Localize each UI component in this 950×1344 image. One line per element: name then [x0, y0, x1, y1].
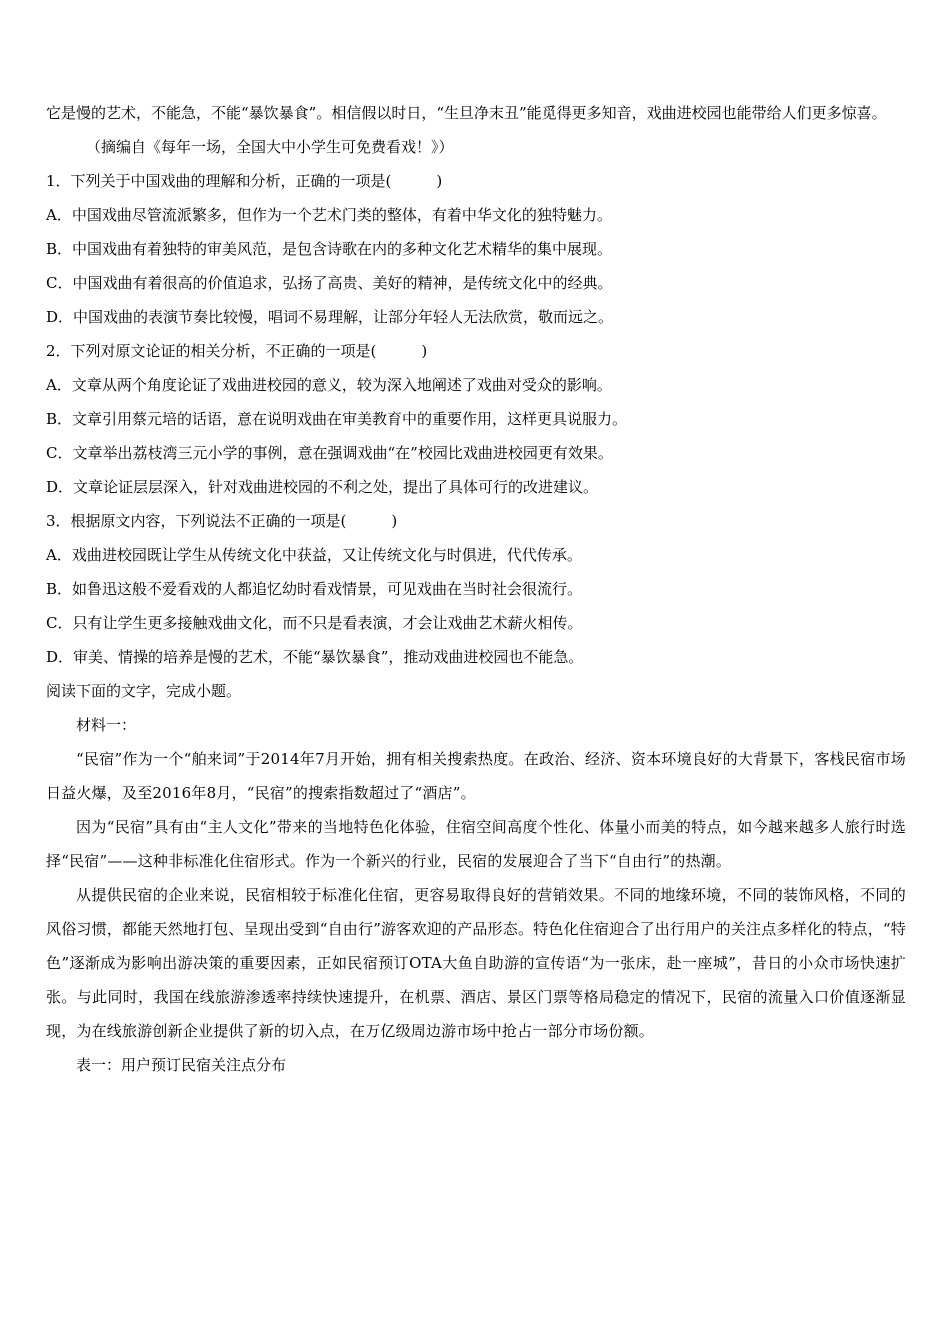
option-b: B．如鲁迅这般不爱看戏的人都追忆幼时看戏情景，可见戏曲在当时社会很流行。: [46, 580, 583, 598]
question-3: [46, 504, 906, 674]
reading-instruction: 阅读下面的文字，完成小题。: [46, 682, 242, 700]
option-a: A．文章从两个角度论证了戏曲进校园的意义，较为深入地阐述了戏曲对受众的影响。: [46, 376, 612, 394]
document-page: [46, 96, 906, 1082]
table-caption: 表一：用户预订民宿关注点分布: [76, 1056, 287, 1074]
option-b: B．文章引用蔡元培的话语，意在说明戏曲在审美教育中的重要作用，这样更具说服力。: [46, 410, 628, 428]
material-label: 材料一：: [76, 716, 137, 734]
option-a: A．中国戏曲尽管流派繁多，但作为一个艺术门类的整体，有着中华文化的独特魅力。: [46, 206, 612, 224]
intro-paragraph: 它是慢的艺术，不能急，不能“暴饮暴食”。相信假以时日，“生旦净末丑”能觅得更多知音，戏曲进校园也能带给人们更多惊喜。: [46, 104, 887, 122]
option-d: D．中国戏曲的表演节奏比较慢，唱词不易理解，让部分年轻人无法欣赏，敬而远之。: [46, 308, 614, 326]
question-stem: 2．下列对原文论证的相关分析，不正确的一项是( ): [46, 342, 428, 360]
option-d: D．审美、情操的培养是慢的艺术，不能“暴饮暴食”，推动戏曲进校园也不能急。: [46, 648, 584, 666]
option-c: C．只有让学生更多接触戏曲文化，而不只是看表演，才会让戏曲艺术薪火相传。: [46, 614, 583, 632]
option-c: C．中国戏曲有着很高的价值追求，弘扬了高贵、美好的精神，是传统文化中的经典。: [46, 274, 613, 292]
option-c: C．文章举出荔枝湾三元小学的事例，意在强调戏曲“在”校园比戏曲进校园更有效果。: [46, 444, 613, 462]
question-stem: 3．根据原文内容，下列说法不正确的一项是( ): [46, 512, 398, 530]
source-citation: （摘编自《每年一场，全国大中小学生可免费看戏！》）: [86, 138, 454, 156]
option-d: D．文章论证层层深入，针对戏曲进校园的不利之处，提出了具体可行的改进建议。: [46, 478, 599, 496]
question-1: [46, 164, 906, 334]
material-paragraph: 因为“民宿”具有由“主人文化”带来的当地特色化体验，住宿空间高度个性化、体量小而美的特点，如今越来越多人旅行时选择“民宿”——这种非标准化住宿形式。作为一个新兴的行业，民宿的发展迎合了当下“自由行”的热潮。: [46, 818, 906, 870]
option-a: A．戏曲进校园既让学生从传统文化中获益，又让传统文化与时俱进，代代传承。: [46, 546, 582, 564]
material-paragraph: “民宿”作为一个“舶来词”于2014年7月开始，拥有相关搜索热度。在政治、经济、资本环境良好的大背景下，客栈民宿市场日益火爆，及至2016年8月，“民宿”的搜索指数超过了“酒店”。: [46, 750, 906, 802]
option-b: B．中国戏曲有着独特的审美风范，是包含诗歌在内的多种文化艺术精华的集中展现。: [46, 240, 613, 258]
question-2: [46, 334, 906, 504]
material-paragraph: 从提供民宿的企业来说，民宿相较于标准化住宿，更容易取得良好的营销效果。不同的地缘环境，不同的装饰风格，不同的风俗习惯，都能天然地打包、呈现出受到“自由行”游客欢迎的产品形态。特色化住宿迎合了出行用户的关注点多样化的特点，“特色”逐渐成为影响出游决策的重要因素，正如民宿预订OTA大鱼自助游的宣传语“为一张床，赴一座城”，昔日的小众市场快速扩张。与此同时，我国在线旅游渗透率持续快速提升，在机票、酒店、景区门票等格局稳定的情况下，民宿的流量入口价值逐渐显现，为在线旅游创新企业提供了新的切入点，在万亿级周边游市场中抢占一部分市场份额。: [46, 886, 906, 1040]
question-stem: 1．下列关于中国戏曲的理解和分析，正确的一项是( ): [46, 172, 443, 190]
